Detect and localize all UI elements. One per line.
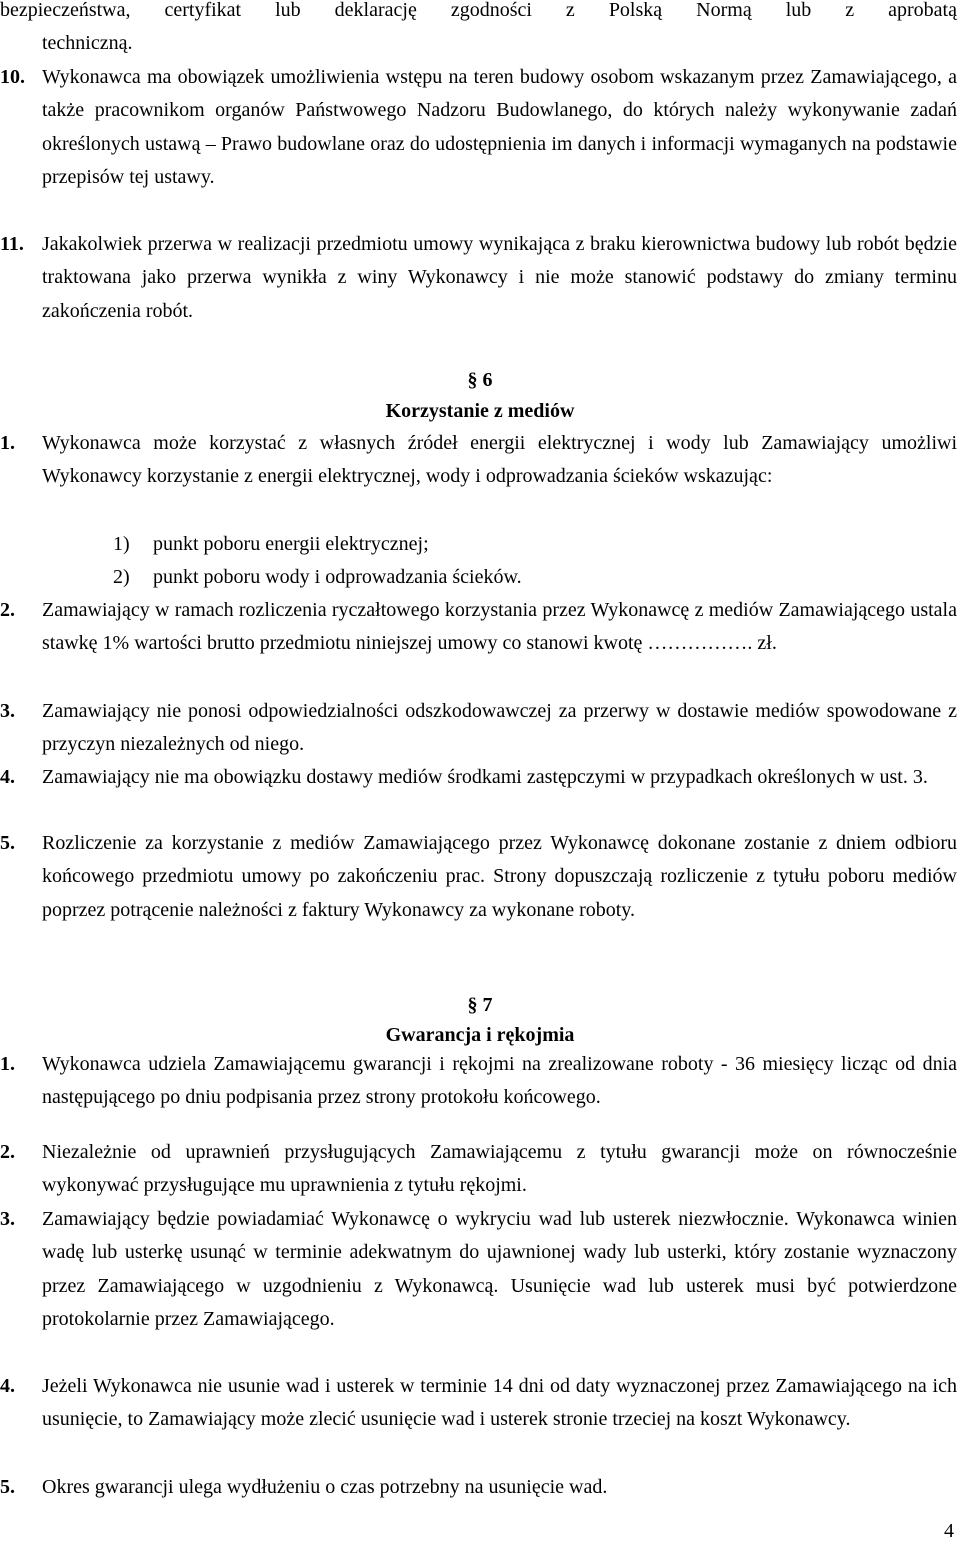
clause-text: Niezależnie od uprawnień przysługujących Zamawiającemu z tytułu gwarancji może on równocześnie wykonywać przysługujące mu uprawnienia z tytułu rękojmi. [42, 1141, 957, 1197]
page-number: 4 [944, 1520, 954, 1542]
continuation-line-2 [0, 27, 957, 60]
clause-text: Jeżeli Wykonawca nie usunie wad i usterek w terminie 14 dni od daty wyznaczonej przez Zamawiającego na ich usunięcie, to Zamawiający może zlecić usunięcie wad i usterek stronie trzeciej na koszt Wykonawcy. [42, 1375, 957, 1431]
clause-number: 2. [0, 599, 15, 621]
clause-text: Rozliczenie za korzystanie z mediów Zamawiającego przez Wykonawcę dokonane zostanie z dniem odbioru końcowego przedmiotu umowy po zakończeniu prac. Strony dopuszczają rozliczenie z tytułu poboru mediów poprzez potrącenie należności z faktury Wykonawcy za wykonane roboty. [42, 832, 957, 921]
sub-item-number: 1) [113, 533, 130, 555]
section-7-number: § 7 [467, 994, 493, 1016]
section-7-clause-5 [0, 1471, 957, 1504]
clause-number: 5. [0, 832, 15, 854]
clause-text: Okres gwarancji ulega wydłużeniu o czas potrzebny na usunięcie wad. [42, 1476, 608, 1498]
clause-number: 4. [0, 766, 15, 788]
clause-text: Wykonawca udziela Zamawiającemu gwarancji i rękojmi na zrealizowane roboty - 36 miesięcy licząc od dnia następującego po dniu podpisania przez strony protokołu końcowego. [42, 1053, 957, 1109]
clause-number: 1. [0, 1053, 15, 1075]
sub-item-text: punkt poboru wody i odprowadzania ścieków. [153, 566, 522, 588]
clause-text: Zamawiający będzie powiadamiać Wykonawcę o wykryciu wad lub usterek niezwłocznie. Wykonawca winien wadę lub usterkę usunąć w terminie adekwatnym do ujawnionej wady lub usterki, który zostanie wyznaczony przez Zamawiającego w uzgodnieniu z Wykonawcą. Usunięcie wad lub usterek musi być potwierdzone protokolarnie przez Zamawiającego. [42, 1208, 957, 1331]
clause-number: 2. [0, 1141, 15, 1163]
clause-number: 4. [0, 1375, 15, 1397]
clause-number: 3. [0, 700, 15, 722]
section-7-title: Gwarancja i rękojmia [385, 1024, 575, 1046]
sub-item-2 [113, 561, 813, 594]
section-6-clause-4 [0, 761, 957, 794]
continuation-line [0, 0, 957, 27]
section-7-clause-4 [0, 1370, 957, 1437]
clause-number: 10. [0, 66, 25, 88]
clause-text: Wykonawca ma obowiązek umożliwienia wstępu na teren budowy osobom wskazanym przez Zamawiającego, a także pracownikom organów Państwowego Nadzoru Budowlanego, do których należy wykonywanie zadań określonych ustawą – Prawo budowlane oraz do udostępnienia im danych i informacji wymaganych na podstawie przepisów tej ustawy. [42, 66, 957, 189]
section-7-clause-1 [0, 1048, 957, 1115]
continuation-text: bezpieczeństwa, certyfikat lub deklarację zgodności z Polską Normą lub z aprobatą [0, 0, 957, 21]
section-6-clause-2 [0, 594, 957, 661]
section-7-clause-3 [0, 1203, 957, 1337]
section-6-clause-5 [0, 827, 957, 927]
clause-text: Zamawiający nie ma obowiązku dostawy mediów środkami zastępczymi w przypadkach określonych w ust. 3. [42, 766, 928, 788]
sub-item-text: punkt poboru energii elektrycznej; [153, 533, 429, 555]
clause-text: Wykonawca może korzystać z własnych źródeł energii elektrycznej i wody lub Zamawiający umożliwi Wykonawcy korzystanie z energii elektrycznej, wody i odprowadzania ścieków wskazując: [42, 432, 957, 488]
clause-number: 3. [0, 1208, 15, 1230]
clause-11 [0, 228, 957, 328]
clause-10 [0, 61, 957, 195]
clause-number: 11. [0, 233, 24, 255]
sub-item-number: 2) [113, 566, 130, 588]
section-6-clause-3 [0, 695, 957, 762]
clause-text: Zamawiający nie ponosi odpowiedzialności odszkodowawczej za przerwy w dostawie mediów spowodowane z przyczyn niezależnych od niego. [42, 700, 957, 756]
clause-number: 5. [0, 1476, 15, 1498]
clause-number: 1. [0, 432, 15, 454]
clause-text: Zamawiający w ramach rozliczenia ryczałtowego korzystania przez Wykonawcę z mediów Zamawiającego ustala stawkę 1% wartości brutto przedmiotu niniejszej umowy co stanowi kwotę ……………. zł. [42, 599, 957, 655]
section-7-clause-2 [0, 1136, 957, 1203]
section-6-title: Korzystanie z mediów [385, 400, 575, 422]
section-6-number: § 6 [467, 369, 493, 391]
clause-text: Jakakolwiek przerwa w realizacji przedmiotu umowy wynikająca z braku kierownictwa budowy lub robót będzie traktowana jako przerwa wynikła z winy Wykonawcy i nie może stanowić podstawy do zmiany terminu zakończenia robót. [42, 233, 957, 322]
continuation-text-2: techniczną. [42, 32, 133, 54]
sub-item-1 [113, 528, 813, 561]
section-6-clause-1 [0, 427, 957, 494]
